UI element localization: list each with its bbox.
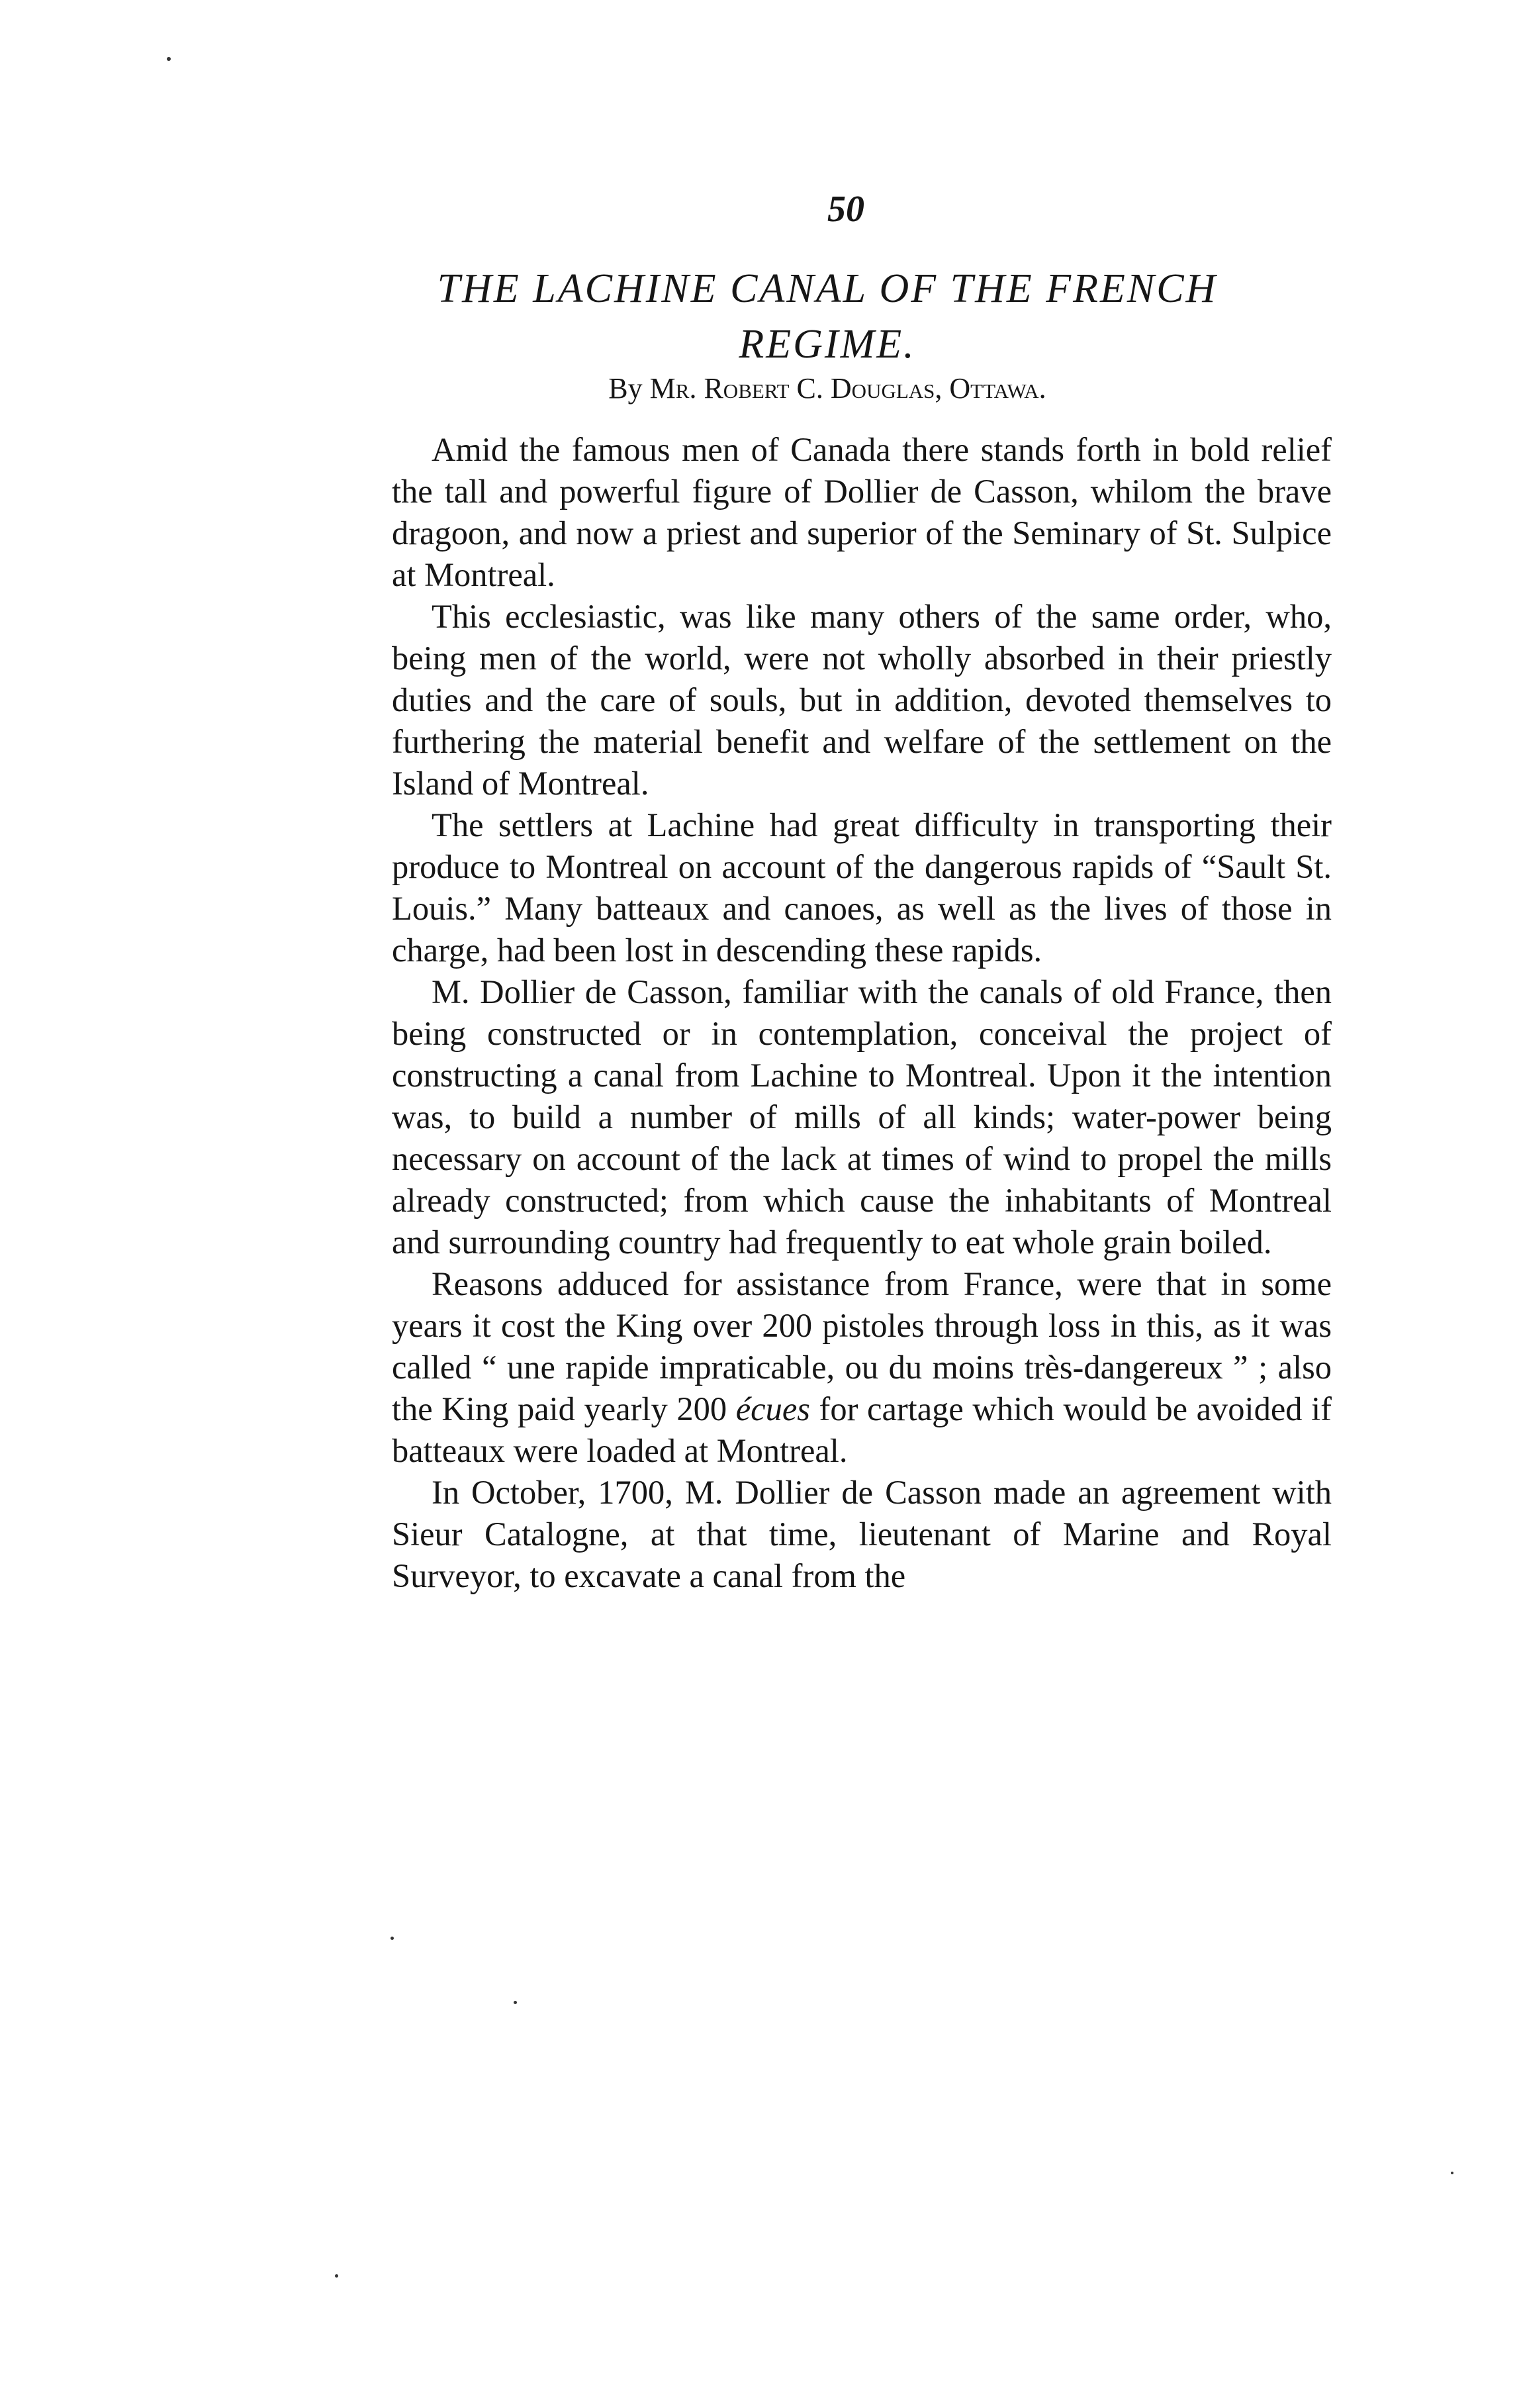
paragraph-5-italic-word: écues [735, 1390, 810, 1427]
byline-by: By [608, 372, 650, 405]
paragraph-1: Amid the famous men of Canada there stands forth in bold relief the tall and powerful figure of Dollier de Casson, whilom the brave dragoon, and now a priest and superior of the Seminary of St. Sulpice at Montreal. [392, 431, 1332, 593]
article-body [392, 429, 1332, 1597]
paragraph-5-text-before: Reasons adduced for assistance from France, were that in some years it cost the King over 200 pistoles through loss in this, as it was called “ une rapide impraticable, ou du moins très-dangereux ” ; also the King paid yearly 200 [392, 1265, 1332, 1427]
paragraph-4: M. Dollier de Casson, familiar with the canals of old France, then being constructed or in contemplation, conceival the project of constructing a canal from Lachine to Montreal. Upon it the intention was, to build a number of mills of all kinds; water-power being necessary on account of the lack at times of wind to propel the mills already constructed; from which cause the inhabitants of Montreal and surrounding country had frequently to eat whole grain boiled. [392, 973, 1332, 1261]
paragraph-6: In October, 1700, M. Dollier de Casson made an agreement with Sieur Catalogne, at that time, lieutenant of Marine and Royal Surveyor, to excavate a canal from the [392, 1474, 1332, 1594]
page-number: 50 [827, 189, 864, 230]
byline [331, 374, 1324, 403]
article-title [331, 261, 1324, 372]
paragraph-2: This ecclesiastic, was like many others of the same order, who, being men of the world, were not wholly absorbed in their priestly duties and the care of souls, but in addition, devoted themselves to furthering the material benefit and welfare of the settlement on the Island of Montreal. [392, 598, 1332, 802]
scan-speck [167, 57, 171, 61]
paragraph-5 [392, 1263, 1332, 1472]
scan-speck [391, 1937, 394, 1940]
paragraph-5-text-after: for cartage which would be avoided if batteaux were loaded at Montreal. [392, 1390, 1332, 1469]
scan-speck [1451, 2172, 1453, 2174]
scan-speck [514, 2001, 517, 2004]
paragraph-3: The settlers at Lachine had great difficulty in transporting their produce to Montreal on account of the dangerous rapids of “Sault St. Louis.” Many batteaux and canoes, as well as the lives of those in charge, had been lost in descending these rapids. [392, 806, 1332, 969]
scan-speck [335, 2274, 338, 2278]
byline-author: Mr. Robert C. Douglas, Ottawa. [649, 372, 1046, 405]
article-title-line-2: REGIME. [739, 322, 916, 367]
article-title-line-1: THE LACHINE CANAL OF THE FRENCH [437, 266, 1218, 311]
